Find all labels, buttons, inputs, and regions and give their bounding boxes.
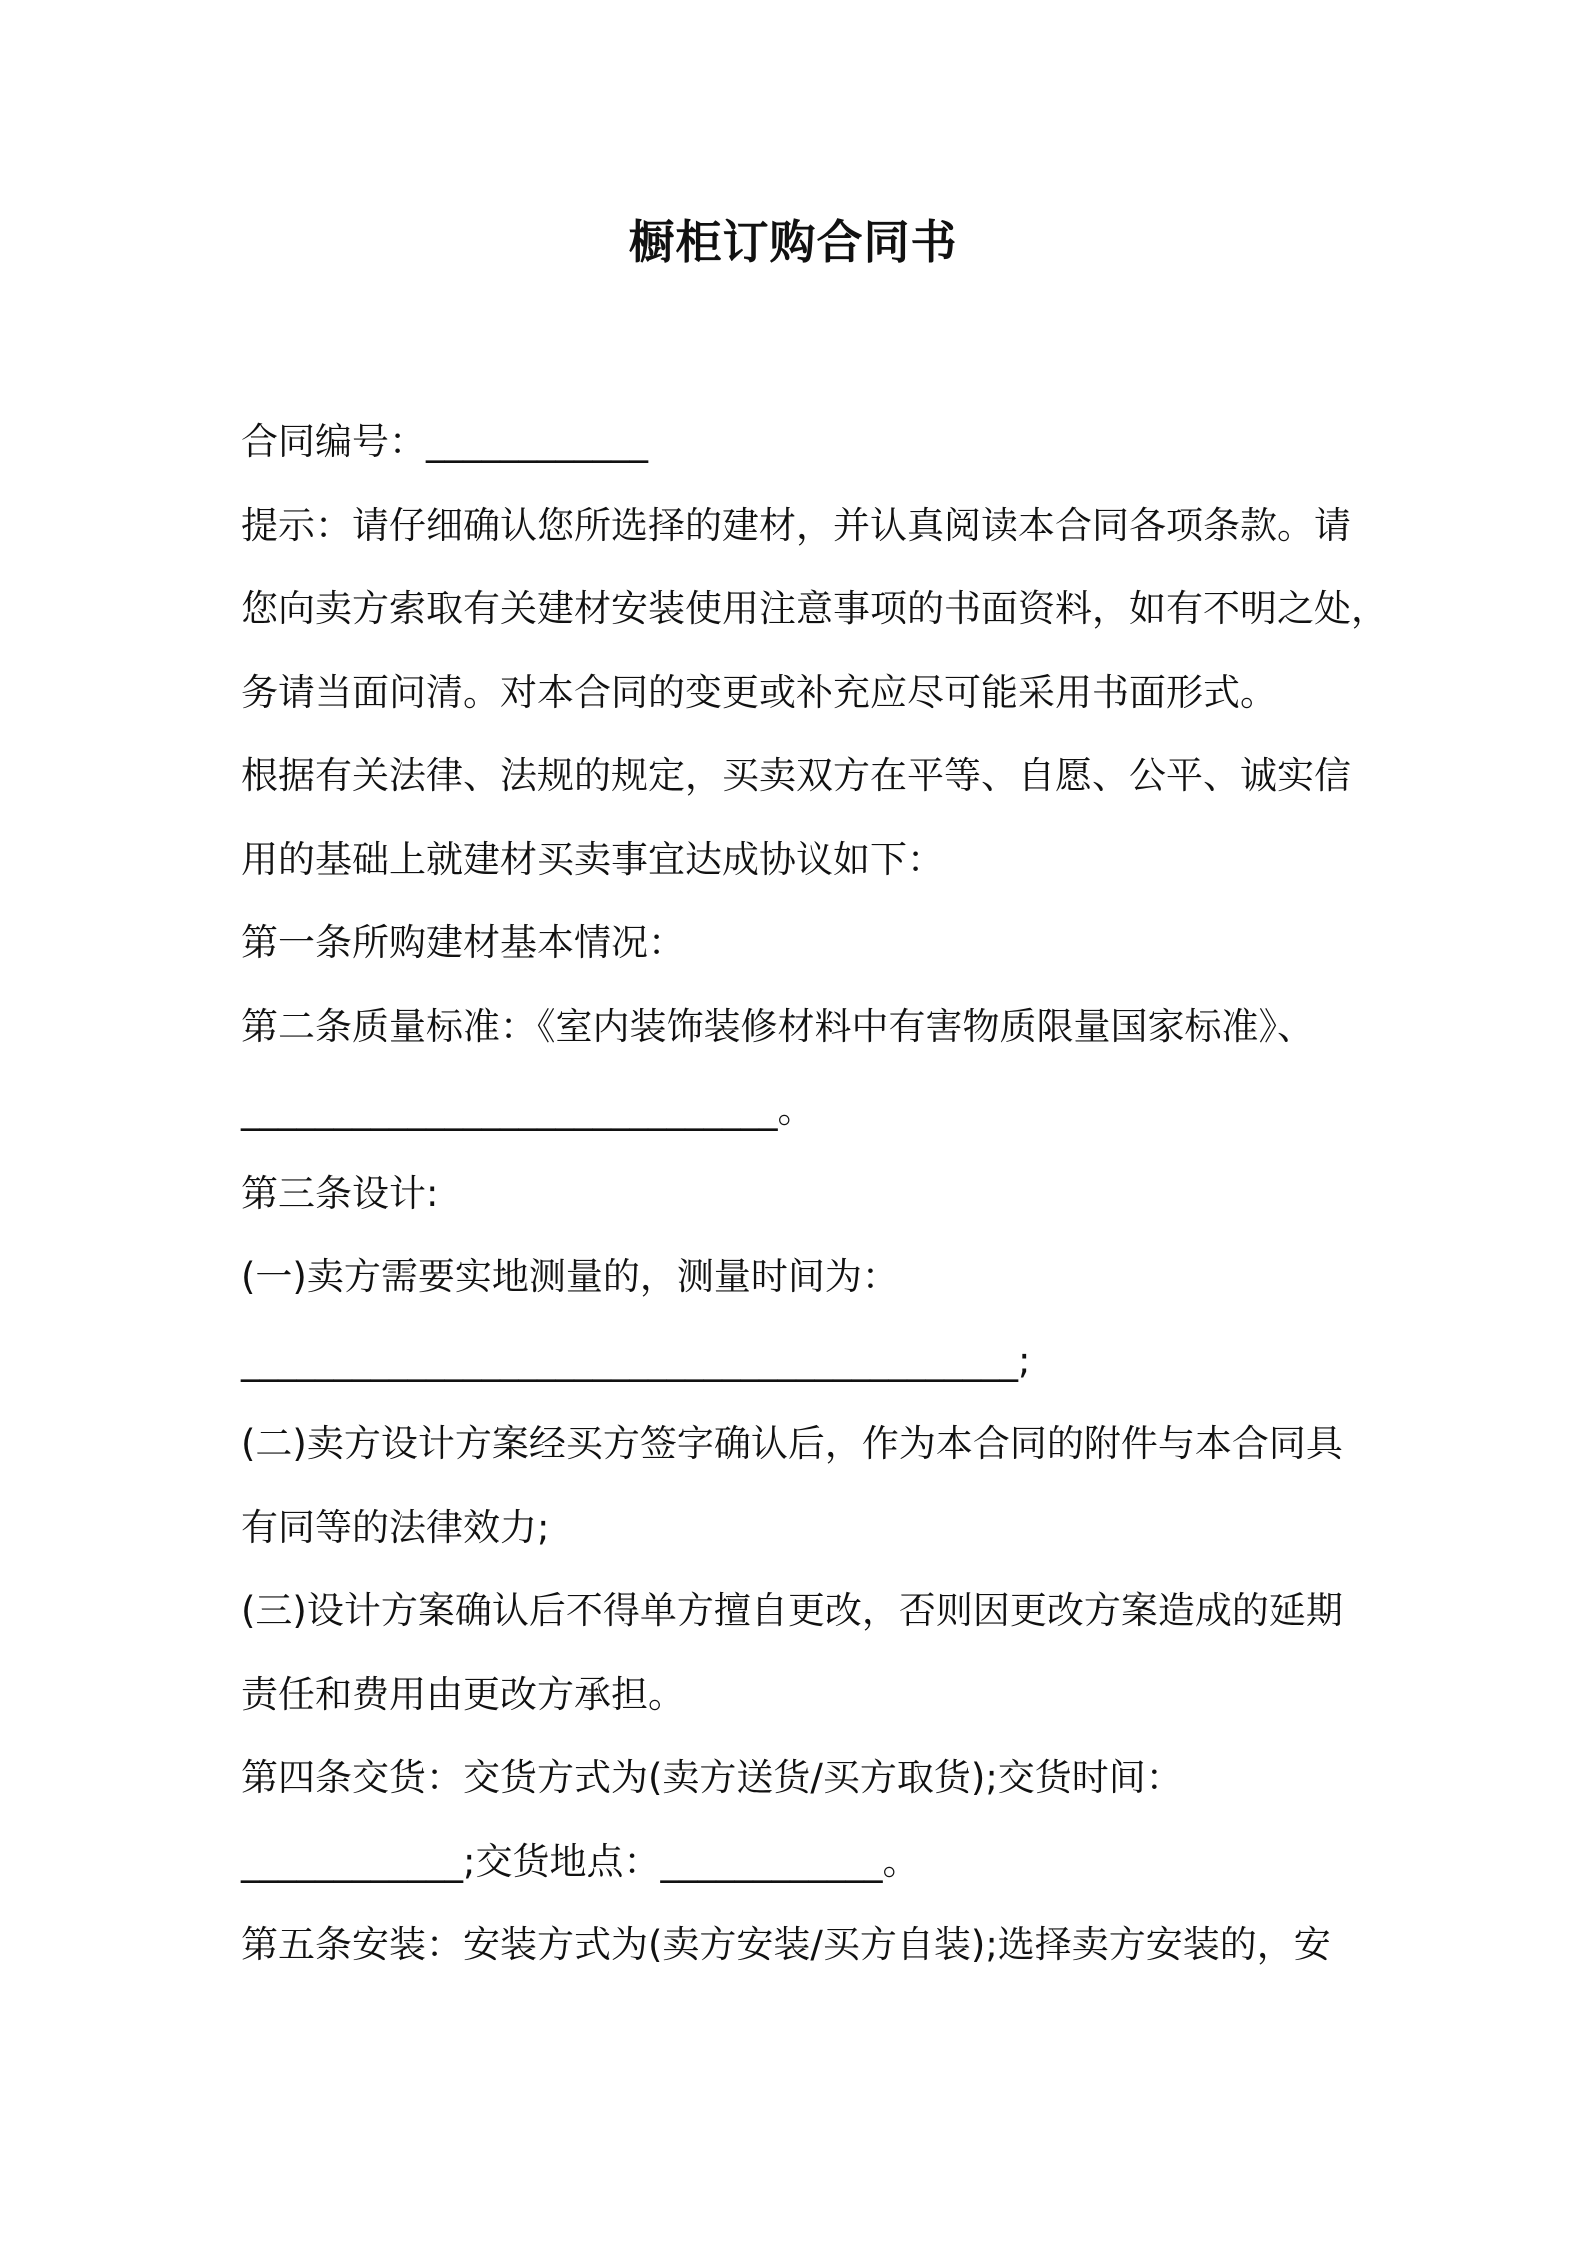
notice-line-3: 务请当面问清。对本合同的变更或补充应尽可能采用书面形式。 <box>241 670 1277 714</box>
notice-line-2: 您向卖方索取有关建材安装使用注意事项的书面资料，如有不明之处， <box>241 587 1388 630</box>
article-3-item-3-line-2: 责任和费用由更改方承担。 <box>241 1672 685 1716</box>
preamble-line-2: 用的基础上就建材买卖事宜达成协议如下： <box>241 837 944 881</box>
article-2-line-2: _____________________________。 <box>241 1088 815 1131</box>
article-3-item-2-line-1: (二)卖方设计方案经买方签字确认后，作为本合同的附件与本合同具 <box>241 1422 1343 1465</box>
document-title: 橱柜订购合同书 <box>628 215 958 269</box>
article-3-item-2-line-2: 有同等的法律效力; <box>241 1505 550 1549</box>
article-1-line: 第一条所购建材基本情况： <box>241 921 685 964</box>
article-4-line-1: 第四条交货：交货方式为(卖方送货/买方取货);交货时间： <box>241 1756 1183 1799</box>
preamble-line-1: 根据有关法律、法规的规定，买卖双方在平等、自愿、公平、诚实信 <box>241 754 1351 797</box>
article-3-item-3-line-1: (三)设计方案确认后不得单方擅自更改，否则因更改方案造成的延期 <box>241 1589 1343 1632</box>
article-3-heading: 第三条设计: <box>241 1171 439 1215</box>
article-5-line-1: 第五条安装：安装方式为(卖方安装/买方自装);选择卖方安装的，安 <box>241 1923 1331 1966</box>
article-2-line-1: 第二条质量标准：《室内装饰装修材料中有害物质限量国家标准》、 <box>241 1004 1314 1048</box>
article-3-item-1-line-2: __________________________________________; <box>241 1338 1031 1382</box>
article-3-item-1-line-1: (一)卖方需要实地测量的，测量时间为： <box>241 1255 899 1298</box>
article-4-line-2: ____________;交货地点：____________。 <box>241 1839 920 1883</box>
notice-line-1: 提示：请仔细确认您所选择的建材，并认真阅读本合同各项条款。请 <box>241 503 1351 547</box>
contract-number-line: 合同编号：____________ <box>241 420 648 463</box>
document-body <box>241 400 1388 1987</box>
